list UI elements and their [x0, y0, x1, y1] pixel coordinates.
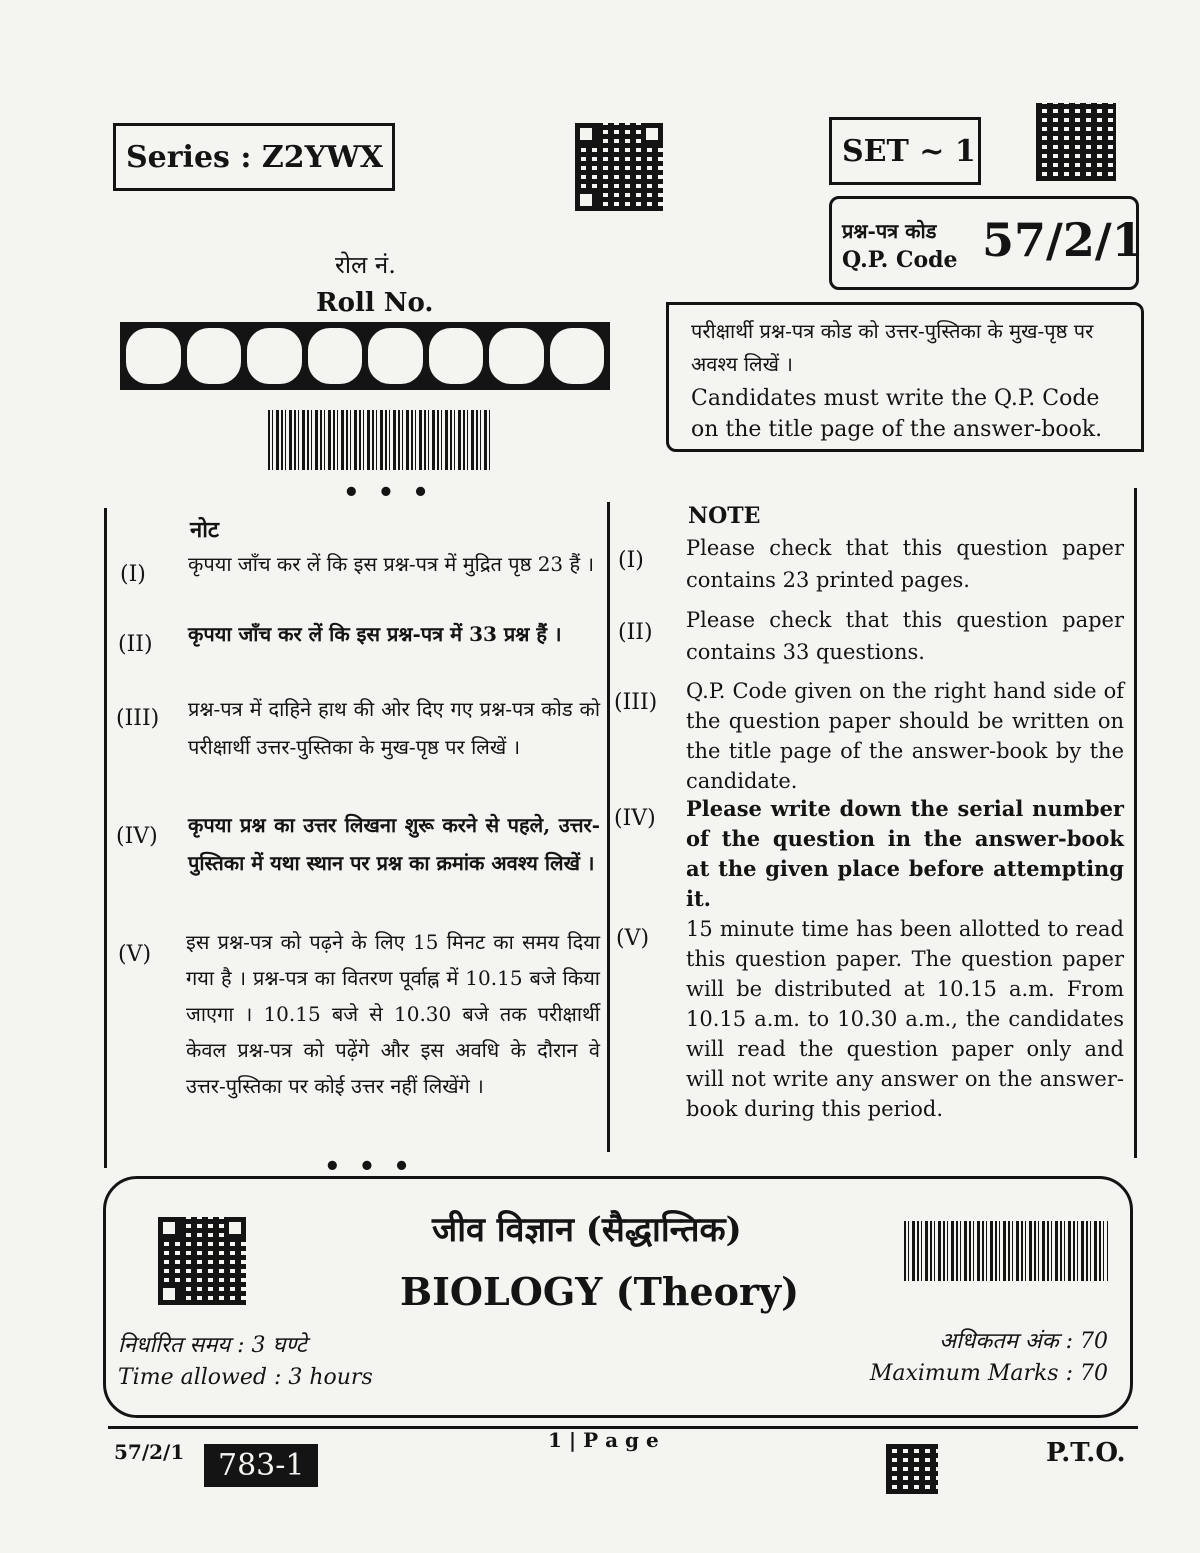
roll-digit-box[interactable] — [489, 328, 544, 384]
footer-code: 57/2/1 — [114, 1440, 185, 1464]
qp-code-box — [829, 196, 1144, 290]
time-allowed-english: Time allowed : 3 hours — [118, 1365, 373, 1390]
note-hindi-item: प्रश्न-पत्र में दाहिने हाथ की ओर दिए गए प्रश्न-पत्र कोड को परीक्षार्थी उत्तर-पुस्तिका के मुख-पृष्ठ पर लिखें । — [188, 697, 600, 759]
footer-stamp: 783-1 — [204, 1444, 318, 1487]
note-english-item: Please check that this question paper contains 23 printed pages. — [686, 536, 1124, 592]
subject-title-hindi: जीव विज्ञान (सैद्धान्तिक) — [432, 1210, 742, 1250]
note-hindi-item: इस प्रश्न-पत्र को पढ़ने के लिए 15 मिनट का समय दिया गया है । प्रश्न-पत्र का वितरण पूर्वाह्न में 10.15 बजे किया जाएगा । 10.15 बजे से 10.30 बजे तक परीक्षार्थी केवल प्रश्न-पत्र को पढ़ेंगे और इस अवधि के दौरान वे उत्तर-पुस्तिका पर कोई उत्तर नहीं लिखेंगे । — [186, 930, 600, 1098]
separator-dots: ••• — [343, 478, 447, 508]
note-hindi-num: (II) — [118, 632, 153, 657]
roll-label-english: Roll No. — [316, 288, 434, 318]
note-english-item: Please check that this question paper contains 33 questions. — [686, 608, 1124, 664]
divider-left — [104, 508, 107, 1168]
roll-digit-box[interactable] — [187, 328, 242, 384]
note-hindi-item: कृपया जाँच कर लें कि इस प्रश्न-पत्र में मुद्रित पृष्ठ 23 हैं । — [188, 552, 595, 576]
note-hindi-num: (V) — [118, 942, 152, 967]
note-english-num: (IV) — [614, 806, 656, 831]
note-hindi-num: (IV) — [116, 824, 158, 849]
note-english-item: 15 minute time has been allotted to read this question paper. The question paper will be distributed at 10.15 a.m. From 10.15 a.m. to 10.30 a.m., the candidates will read the question paper only and will not write any answer on the answer-book during this period. — [686, 917, 1124, 1121]
note-hindi-num: (III) — [116, 706, 160, 731]
note-hindi-item: कृपया जाँच कर लें कि इस प्रश्न-पत्र में 33 प्रश्न हैं । — [188, 622, 562, 646]
barcode-top — [268, 410, 490, 470]
note-english-item: Please write down the serial number of the question in the answer-book at the given place before attempting it. — [686, 796, 1124, 911]
time-allowed-hindi: निर्धारित समय : 3 घण्टे — [118, 1333, 307, 1358]
barcode-subject — [904, 1221, 1108, 1281]
note-hindi-item: कृपया प्रश्न का उत्तर लिखना शुरू करने से पहले, उत्तर-पुस्तिका में यथा स्थान पर प्रश्न का क्रमांक अवश्य लिखें । — [188, 813, 600, 875]
roll-digit-box[interactable] — [368, 328, 423, 384]
separator-dots-bottom: ••• — [324, 1152, 428, 1182]
subject-title-english: BIOLOGY (Theory) — [400, 1269, 800, 1314]
qr-code-top — [575, 123, 663, 211]
datamatrix-code — [1036, 103, 1116, 181]
note-english-title: NOTE — [688, 503, 761, 529]
qr-code-subject — [158, 1217, 246, 1305]
roll-digit-box[interactable] — [247, 328, 302, 384]
qp-code-label-english: Q.P. Code — [842, 247, 958, 273]
roll-digit-box[interactable] — [429, 328, 484, 384]
max-marks-english: Maximum Marks : 70 — [869, 1361, 1108, 1386]
roll-digit-box[interactable] — [126, 328, 181, 384]
qp-code-value: 57/2/1 — [982, 213, 1144, 267]
note-hindi-title: नोट — [190, 517, 219, 543]
set-label: SET ~ 1 — [842, 134, 976, 169]
series-box — [113, 123, 395, 191]
note-english-item: Q.P. Code given on the right hand side of the question paper should be written on the title page of the answer-book by the candidate. — [686, 679, 1124, 793]
qr-code-footer — [886, 1444, 938, 1494]
note-english-num: (V) — [616, 926, 650, 951]
roll-digit-box[interactable] — [308, 328, 363, 384]
qp-notice-hindi: परीक्षार्थी प्रश्न-पत्र कोड को उत्तर-पुस्तिका के मुख-पृष्ठ पर अवश्य लिखें । — [691, 319, 1094, 376]
note-english-num: (I) — [618, 548, 644, 573]
qp-notice-english: Candidates must write the Q.P. Code on the title page of the answer-book. — [691, 386, 1103, 442]
roll-number-boxes[interactable] — [120, 322, 610, 390]
page-number: 1 | P a g e — [548, 1428, 659, 1452]
note-hindi-num: (I) — [120, 562, 146, 587]
series-label: Series : Z2YWX — [126, 140, 384, 175]
pto-label: P.T.O. — [1046, 1438, 1126, 1468]
qp-notice-box — [666, 302, 1144, 452]
note-english-num: (III) — [614, 690, 658, 715]
subject-box — [103, 1176, 1133, 1418]
note-english-num: (II) — [618, 620, 653, 645]
divider-center — [607, 502, 610, 1152]
set-box — [829, 117, 981, 185]
roll-label-hindi: रोल नं. — [335, 251, 396, 279]
roll-digit-box[interactable] — [550, 328, 605, 384]
max-marks-hindi: अधिकतम अंक : 70 — [939, 1329, 1108, 1354]
qp-code-label-hindi: प्रश्न-पत्र कोड — [842, 219, 937, 243]
divider-right — [1134, 488, 1137, 1158]
